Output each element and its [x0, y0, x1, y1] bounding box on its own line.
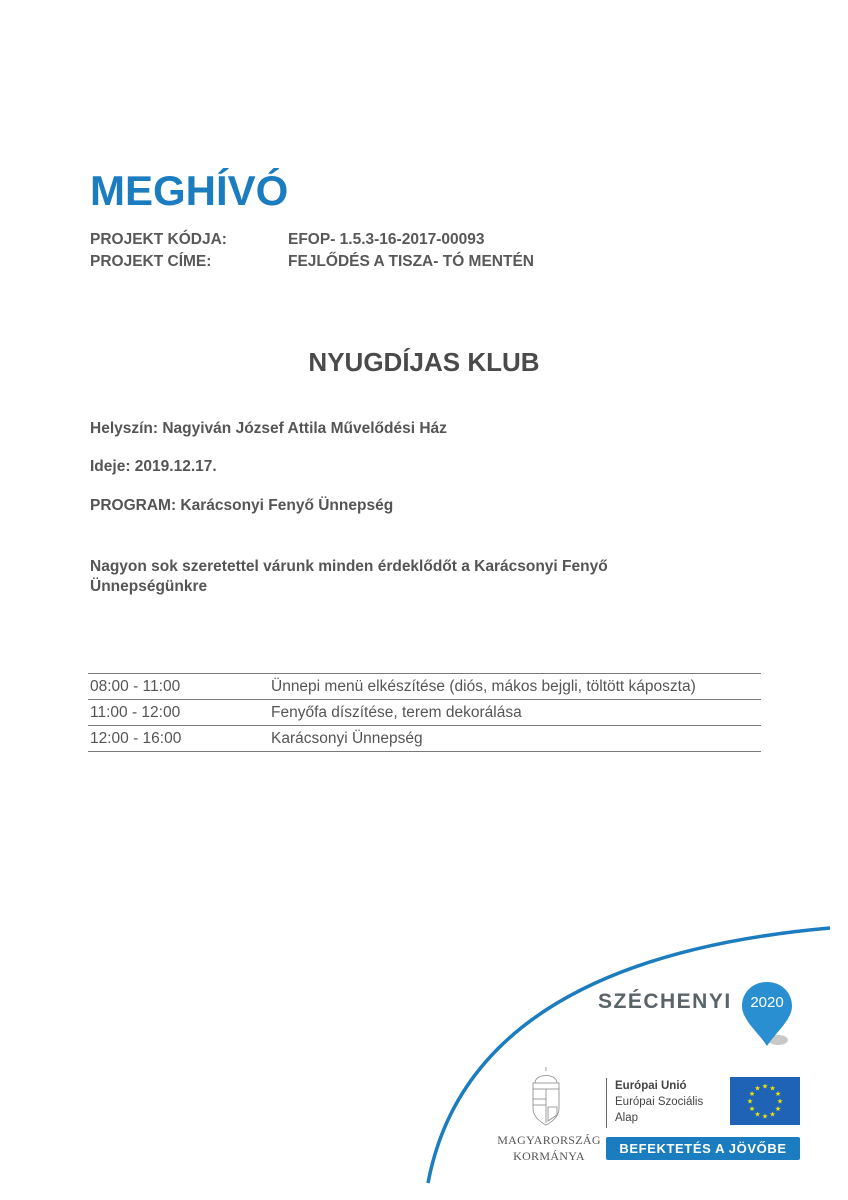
eu-star-icon: ★: [776, 1098, 784, 1106]
eu-star-icon: ★: [761, 1113, 769, 1121]
eu-stars: [730, 1077, 800, 1125]
government-logo-text: [495, 1132, 603, 1164]
szechenyi-year: 2020: [750, 994, 784, 1011]
eu-star-icon: ★: [748, 1106, 756, 1113]
event-heading: NYUGDÍJAS KLUB: [308, 347, 540, 377]
eu-star-icon: ★: [774, 1091, 782, 1098]
date-text: Ideje: 2019.12.17.: [90, 458, 217, 475]
eu-line-1: Európai Unió: [615, 1080, 687, 1092]
eu-star-icon: ★: [769, 1085, 776, 1093]
government-line-1: MAGYARORSZÁG: [497, 1133, 601, 1147]
eu-star-icon: ★: [748, 1091, 756, 1098]
szechenyi-logo-text: SZÉCHENYI: [598, 990, 732, 1013]
schedule-time: 12:00 - 16:00: [90, 730, 182, 747]
eu-star-icon: ★: [754, 1085, 761, 1093]
invitation-text: Nagyon sok szeretettel várunk minden érdeklődőt a Karácsonyi Fenyő Ünnepségünkre: [90, 558, 608, 595]
schedule-activity: Ünnepi menü elkészítése (diós, mákos bejgli, töltött káposzta): [271, 678, 696, 695]
project-title-label: PROJEKT CÍME:: [90, 253, 212, 270]
eu-star-icon: ★: [754, 1111, 761, 1119]
eu-divider: [606, 1078, 607, 1128]
eu-flag-icon: [730, 1077, 800, 1125]
eu-star-icon: ★: [769, 1111, 776, 1119]
program-text: PROGRAM: Karácsonyi Fenyő Ünnepség: [90, 497, 394, 514]
schedule-time: 08:00 - 11:00: [90, 678, 181, 695]
government-line-2: KORMÁNYA: [513, 1149, 585, 1163]
eu-star-icon: ★: [774, 1106, 782, 1113]
eu-text: [615, 1078, 703, 1126]
eu-line-3: Alap: [615, 1112, 639, 1124]
schedule-activity: Karácsonyi Ünnepség: [271, 730, 423, 747]
project-code-value: EFOP- 1.5.3-16-2017-00093: [288, 231, 485, 248]
project-title-value: FEJLŐDÉS A TISZA- TÓ MENTÉN: [288, 253, 534, 270]
eu-star-icon: ★: [761, 1083, 769, 1091]
project-code-label: PROJEKT KÓDJA:: [90, 231, 227, 248]
eu-star-icon: ★: [746, 1098, 754, 1106]
page-title: MEGHÍVÓ: [90, 167, 289, 214]
location-text: Helyszín: Nagyiván József Attila Művelődési Ház: [90, 420, 447, 437]
hungarian-coat-of-arms-icon: [527, 1065, 565, 1127]
eu-line-2: Európai Szociális: [615, 1096, 704, 1108]
schedule-time: 11:00 - 12:00: [90, 704, 181, 721]
schedule-activity: Fenyőfa díszítése, terem dekorálása: [271, 704, 522, 721]
slogan-banner: BEFEKTETÉS A JÖVŐBE: [606, 1137, 800, 1160]
map-pin-icon: [740, 980, 796, 1050]
